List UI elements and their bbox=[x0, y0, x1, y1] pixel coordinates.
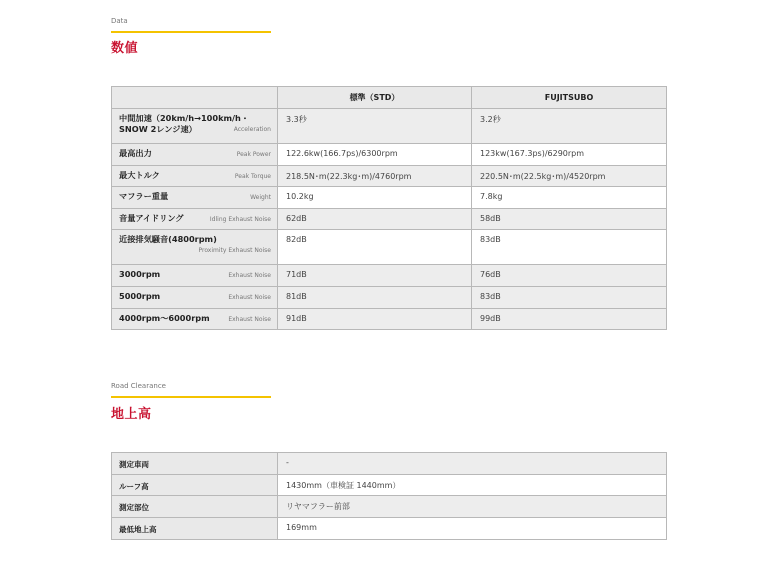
std-value: 71dB bbox=[278, 265, 472, 287]
table-row bbox=[112, 165, 667, 187]
section-divider bbox=[111, 396, 271, 398]
table-row bbox=[112, 265, 667, 287]
row-label bbox=[112, 165, 278, 187]
table-row bbox=[112, 518, 667, 540]
table-row bbox=[112, 208, 667, 230]
row-label-en: Proximity Exhaust Noise bbox=[198, 247, 271, 255]
header-std: 標準（STD） bbox=[278, 87, 472, 109]
header-empty bbox=[112, 87, 278, 109]
table-header-row bbox=[112, 87, 667, 109]
row-label-jp: 5000rpm bbox=[119, 290, 161, 301]
row-label-en: Weight bbox=[250, 194, 271, 202]
fujitsubo-value: 76dB bbox=[472, 265, 667, 287]
fujitsubo-value: 83dB bbox=[472, 230, 667, 265]
fujitsubo-value: 7.8kg bbox=[472, 187, 667, 209]
fujitsubo-value: 99dB bbox=[472, 308, 667, 330]
row-value: - bbox=[278, 453, 667, 475]
row-label bbox=[112, 308, 278, 330]
section-label-road-clearance: Road Clearance bbox=[111, 382, 166, 390]
row-label-en: Acceleration bbox=[233, 126, 271, 133]
row-value: 1430mm（車検証 1440mm） bbox=[278, 474, 667, 496]
std-value: 62dB bbox=[278, 208, 472, 230]
section-title-spec: 数値 bbox=[111, 41, 139, 56]
row-value: リヤマフラー前部 bbox=[278, 496, 667, 518]
std-value: 91dB bbox=[278, 308, 472, 330]
fujitsubo-value: 123kw(167.3ps)/6290rpm bbox=[472, 144, 667, 166]
clearance-table bbox=[111, 452, 667, 540]
row-label-jp: 4000rpm〜6000rpm bbox=[119, 312, 210, 323]
row-label bbox=[112, 265, 278, 287]
row-label-jp: 最高出力 bbox=[119, 148, 152, 158]
table-row bbox=[112, 230, 667, 265]
std-value: 10.2kg bbox=[278, 187, 472, 209]
row-value: 169mm bbox=[278, 518, 667, 540]
row-label: 最低地上高 bbox=[112, 518, 278, 540]
fujitsubo-value: 83dB bbox=[472, 286, 667, 308]
row-label-jp: 音量アイドリング bbox=[119, 212, 184, 223]
row-label-en: Exhaust Noise bbox=[228, 293, 271, 301]
table-row bbox=[112, 496, 667, 518]
row-label bbox=[112, 286, 278, 308]
header-fujitsubo: FUJITSUBO bbox=[472, 87, 667, 109]
row-label bbox=[112, 208, 278, 230]
row-label-en: Peak Power bbox=[236, 151, 271, 158]
row-label: 測定車両 bbox=[112, 453, 278, 475]
row-label-en: Peak Torque bbox=[234, 172, 271, 180]
row-label-jp: マフラー重量 bbox=[119, 191, 169, 202]
row-label bbox=[112, 187, 278, 209]
std-value: 122.6kw(166.7ps)/6300rpm bbox=[278, 144, 472, 166]
table-row bbox=[112, 474, 667, 496]
fujitsubo-value: 220.5N･m(22.5kg･m)/4520rpm bbox=[472, 165, 667, 187]
row-label-en: Exhaust Noise bbox=[228, 272, 271, 280]
row-label-jp: 近接排気騒音(4800rpm) bbox=[119, 234, 217, 245]
table-row bbox=[112, 286, 667, 308]
row-label: 測定部位 bbox=[112, 496, 278, 518]
table-row bbox=[112, 453, 667, 475]
table-row bbox=[112, 187, 667, 209]
section-label-data: Data bbox=[111, 17, 128, 25]
section-divider bbox=[111, 31, 271, 33]
table-row bbox=[112, 109, 667, 144]
row-label-jp: 3000rpm bbox=[119, 269, 161, 280]
row-label-en: Exhaust Noise bbox=[228, 315, 271, 323]
row-label-en: Idling Exhaust Noise bbox=[209, 215, 271, 223]
row-label bbox=[112, 230, 278, 265]
spec-table bbox=[111, 86, 667, 330]
section-title-clearance: 地上高 bbox=[111, 407, 152, 422]
std-value: 218.5N･m(22.3kg･m)/4760rpm bbox=[278, 165, 472, 187]
row-label-jp: 最大トルク bbox=[119, 169, 160, 180]
table-row bbox=[112, 308, 667, 330]
fujitsubo-value: 3.2秒 bbox=[472, 109, 667, 144]
std-value: 81dB bbox=[278, 286, 472, 308]
std-value: 3.3秒 bbox=[278, 109, 472, 144]
row-label-jp: 中間加速（20km/h→100km/h・SNOW 2レンジ速） bbox=[119, 113, 250, 134]
row-label: ルーフ高 bbox=[112, 474, 278, 496]
table-row bbox=[112, 144, 667, 166]
std-value: 82dB bbox=[278, 230, 472, 265]
row-label bbox=[112, 109, 278, 144]
fujitsubo-value: 58dB bbox=[472, 208, 667, 230]
row-label bbox=[112, 144, 278, 166]
